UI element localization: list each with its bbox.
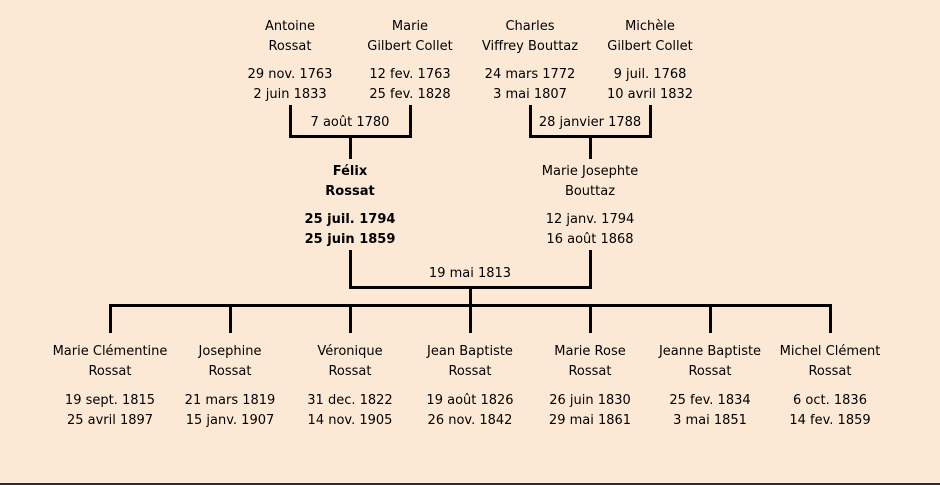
- death-date: 3 mai 1807: [493, 87, 567, 102]
- person-marie-clementine-rossat: [42, 342, 178, 431]
- person-veronique-rossat: [282, 342, 418, 431]
- person-jean-baptiste-rossat: [402, 342, 538, 431]
- spacer: [460, 57, 600, 65]
- connector-parent-drop: [349, 250, 352, 289]
- birth-date: 31 dec. 1822: [307, 393, 393, 408]
- connector-child-drop: [349, 135, 352, 159]
- person-surname: Rossat: [568, 364, 612, 379]
- person-surname: Rossat: [808, 364, 852, 379]
- death-date: 14 fev. 1859: [789, 413, 871, 428]
- person-surname: Rossat: [448, 364, 492, 379]
- person-felix-rossat: [280, 162, 420, 250]
- person-given-name: Antoine: [264, 19, 316, 34]
- person-surname: Rossat: [688, 364, 732, 379]
- connector-sibling-tick: [709, 304, 712, 333]
- death-date: 25 juin 1859: [304, 232, 396, 247]
- connector-child-drop: [589, 135, 592, 159]
- person-michele-gilbert-collet: [580, 17, 720, 105]
- person-marie-rose-rossat: [522, 342, 658, 431]
- person-surname: Rossat: [328, 364, 372, 379]
- person-surname: Rossat: [325, 184, 375, 199]
- birth-date: 29 nov. 1763: [247, 67, 333, 82]
- person-josephine-rossat: [162, 342, 298, 431]
- person-surname: Rossat: [268, 39, 312, 54]
- person-given-name: Marie: [391, 19, 429, 34]
- death-date: 10 avril 1832: [606, 87, 694, 102]
- person-given-name: Josephine: [198, 344, 262, 359]
- person-jeanne-baptiste-rossat: [642, 342, 778, 431]
- death-date: 25 avril 1897: [66, 413, 154, 428]
- spacer: [282, 382, 418, 391]
- person-antoine-rossat: [220, 17, 360, 105]
- person-given-name: Véronique: [317, 344, 383, 359]
- spacer: [580, 57, 720, 65]
- marriage-date-label: 7 août 1780: [310, 115, 390, 130]
- person-surname: Bouttaz: [564, 184, 616, 199]
- person-given-name: Michel Clément: [779, 344, 881, 359]
- person-given-name: Jeanne Baptiste: [658, 344, 762, 359]
- connector-sibling-tick: [469, 304, 472, 333]
- birth-date: 25 juil. 1794: [304, 212, 396, 227]
- spacer: [762, 382, 898, 391]
- person-given-name: Félix: [332, 164, 368, 179]
- person-given-name: Marie Clémentine: [52, 344, 168, 359]
- connector-sibling-tick: [829, 304, 832, 333]
- birth-date: 19 sept. 1815: [64, 393, 156, 408]
- marriage-date-label: 19 mai 1813: [428, 266, 512, 281]
- death-date: 14 nov. 1905: [307, 413, 393, 428]
- spacer: [520, 202, 660, 210]
- birth-date: 12 janv. 1794: [545, 212, 635, 227]
- person-given-name: Marie Rose: [554, 344, 626, 359]
- spacer: [642, 382, 778, 391]
- marriage-date-label: 28 janvier 1788: [538, 115, 642, 130]
- death-date: 26 nov. 1842: [427, 413, 513, 428]
- person-given-name: Michèle: [625, 19, 675, 34]
- person-surname: Rossat: [208, 364, 252, 379]
- spacer: [162, 382, 298, 391]
- spacer: [42, 382, 178, 391]
- death-date: 15 janv. 1907: [185, 413, 275, 428]
- birth-date: 6 oct. 1836: [793, 393, 867, 408]
- birth-date: 26 juin 1830: [549, 393, 631, 408]
- death-date: 16 août 1868: [546, 232, 634, 247]
- birth-date: 25 fev. 1834: [669, 393, 751, 408]
- person-surname: Viffrey Bouttaz: [481, 39, 579, 54]
- birth-date: 12 fev. 1763: [369, 67, 451, 82]
- death-date: 3 mai 1851: [673, 413, 747, 428]
- birth-date: 24 mars 1772: [484, 67, 576, 82]
- person-surname: Rossat: [88, 364, 132, 379]
- person-charles-viffrey-bouttaz: [460, 17, 600, 105]
- death-date: 29 mai 1861: [548, 413, 632, 428]
- person-given-name: Jean Baptiste: [427, 344, 513, 359]
- connector-sibling-tick: [109, 304, 112, 333]
- person-marie-gilbert-collet: [340, 17, 480, 105]
- spacer: [220, 57, 360, 65]
- birth-date: 9 juil. 1768: [613, 67, 687, 82]
- birth-date: 19 août 1826: [426, 393, 514, 408]
- person-surname: Gilbert Collet: [367, 39, 453, 54]
- person-marie-josephte-bouttaz: [520, 162, 660, 250]
- spacer: [522, 382, 658, 391]
- spacer: [280, 202, 420, 210]
- person-given-name: Charles: [505, 19, 555, 34]
- person-michel-clement-rossat: [762, 342, 898, 431]
- connector-parent-drop: [589, 250, 592, 289]
- connector-sibling-tick: [349, 304, 352, 333]
- death-date: 25 fev. 1828: [369, 87, 451, 102]
- person-given-name: Marie Josephte: [541, 164, 639, 179]
- spacer: [402, 382, 538, 391]
- person-surname: Gilbert Collet: [607, 39, 693, 54]
- birth-date: 21 mars 1819: [184, 393, 276, 408]
- spacer: [340, 57, 480, 65]
- death-date: 2 juin 1833: [253, 87, 327, 102]
- connector-sibling-tick: [229, 304, 232, 333]
- connector-sibling-tick: [589, 304, 592, 333]
